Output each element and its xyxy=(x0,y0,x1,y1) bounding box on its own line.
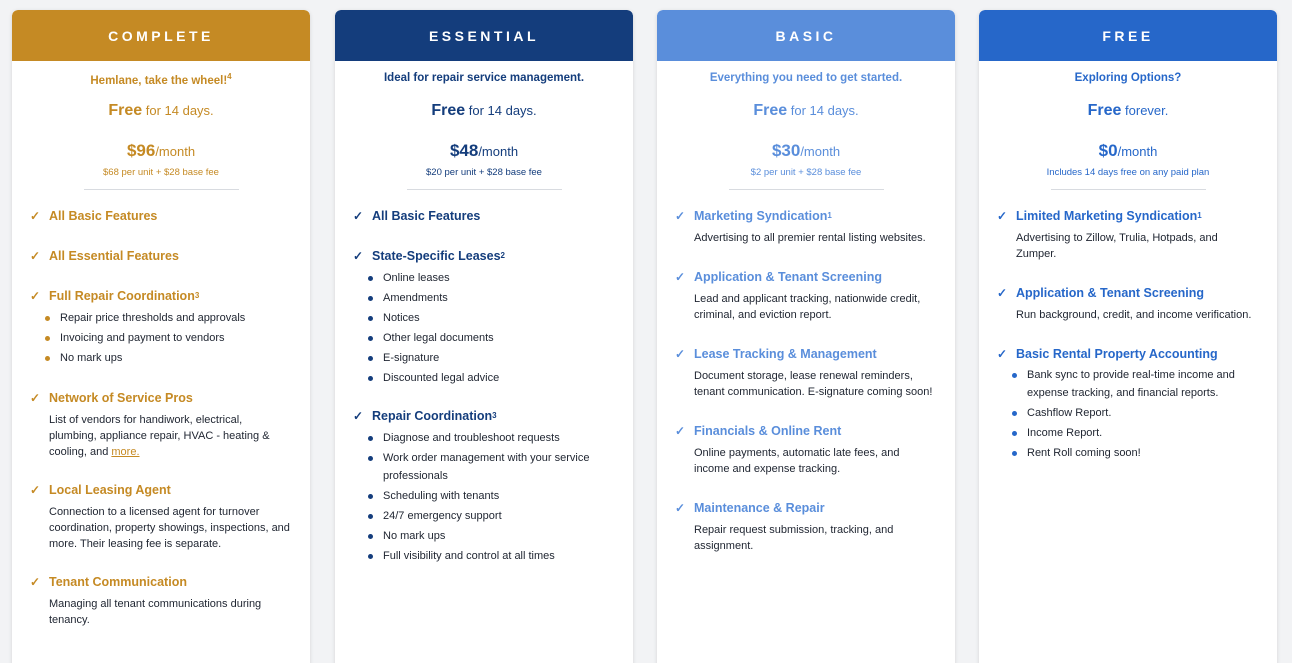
feature-item: ✓ Limited Marketing Syndication 1 Advertising to Zillow, Trulia, Hotpads, and Zumper. xyxy=(997,208,1259,262)
check-icon: ✓ xyxy=(30,209,41,223)
list-item: Bank sync to provide real-time income and expense tracking, and financial reports. xyxy=(1009,366,1259,402)
list-item: Diagnose and troubleshoot requests xyxy=(365,428,615,448)
plan-tagline: Ideal for repair service management. xyxy=(383,72,585,84)
list-item: Other legal documents xyxy=(365,328,615,348)
list-item: E-signature xyxy=(365,348,615,368)
feature-item: ✓ Maintenance & Repair Repair request submission, tracking, and assignment. xyxy=(675,500,937,554)
feature-item: ✓ All Basic Features xyxy=(353,209,481,223)
check-icon: ✓ xyxy=(675,270,686,284)
check-icon: ✓ xyxy=(30,391,41,405)
check-icon: ✓ xyxy=(30,249,41,263)
feature-item: ✓ Financials & Online Rent Online payments, automatic late fees, and income and expense tracking. xyxy=(675,423,937,477)
free-trial-line: Free forever. xyxy=(1087,102,1169,119)
feature-bullets xyxy=(997,366,1259,462)
list-item: Invoicing and payment to vendors xyxy=(42,328,292,348)
free-trial-line: Free for 14 days. xyxy=(108,102,214,119)
feature-item: ✓ Local Leasing Agent Connection to a licensed agent for turnover coordination, property showings, inspections, and more. Their leasing fee is separate. xyxy=(30,482,292,552)
check-icon: ✓ xyxy=(675,209,686,223)
plan-header xyxy=(979,10,1277,61)
plan-header xyxy=(657,10,955,61)
plan-header xyxy=(335,10,633,61)
fee-note: $2 per unit + $28 base fee xyxy=(750,167,862,178)
plan-card-basic xyxy=(657,10,955,663)
feature-description: Online payments, automatic late fees, and income and expense tracking. xyxy=(694,447,900,475)
check-icon: ✓ xyxy=(353,409,364,423)
plan-name: ESSENTIAL xyxy=(428,27,540,44)
feature-description: Lead and applicant tracking, nationwide credit, criminal, and eviction report. xyxy=(694,293,921,321)
plan-name: BASIC xyxy=(775,27,837,44)
plan-name: FREE xyxy=(1102,27,1154,44)
check-icon: ✓ xyxy=(353,249,364,263)
list-item: Discounted legal advice xyxy=(365,368,615,388)
feature-item: ✓ Full Repair Coordination 3 Repair price thresholds and approvals Invoicing and payment to vendors No mark ups xyxy=(30,288,292,368)
check-icon: ✓ xyxy=(675,501,686,515)
plan-tagline: Hemlane, take the wheel!$^4$ xyxy=(90,72,232,87)
feature-item: ✓ All Essential Features xyxy=(30,249,179,263)
more-link[interactable]: more. xyxy=(111,446,140,458)
list-item: Rent Roll coming soon! xyxy=(1009,444,1259,462)
feature-item: ✓ Application & Tenant Screening Run background, credit, and income verification. xyxy=(997,285,1259,323)
check-icon: ✓ xyxy=(675,424,686,438)
list-item: Cashflow Report. xyxy=(1009,404,1259,422)
plan-card-free xyxy=(979,10,1277,663)
feature-description: Advertising to Zillow, Trulia, Hotpads, and Zumper. xyxy=(1016,232,1218,260)
feature-description: Run background, credit, and income verification. xyxy=(1016,309,1252,321)
feature-item: ✓ All Basic Features xyxy=(30,209,158,223)
check-icon: ✓ xyxy=(30,483,41,497)
feature-item: ✓ Application & Tenant Screening Lead and applicant tracking, nationwide credit, criminal, and eviction report. xyxy=(675,269,937,323)
check-icon: ✓ xyxy=(997,209,1008,223)
list-item: Online leases xyxy=(365,268,615,288)
plan-card-complete xyxy=(12,10,310,663)
free-trial-line: Free for 14 days. xyxy=(753,102,859,119)
feature-bullets xyxy=(353,268,615,388)
feature-description: List of vendors for handiwork, electrical, plumbing, appliance repair, HVAC - heating & cooling, and more. xyxy=(49,414,270,458)
feature-item: ✓ Repair Coordination 3 Diagnose and troubleshoot requests Work order management with your service professionals Scheduling with tenants 24/7 emergency support No mark ups Full visibility and control at all times xyxy=(353,408,615,566)
list-item: Notices xyxy=(365,308,615,328)
check-icon: ✓ xyxy=(675,347,686,361)
feature-bullets xyxy=(30,308,292,368)
plan-tagline: Everything you need to get started. xyxy=(709,72,903,84)
check-icon: ✓ xyxy=(997,286,1008,300)
list-item: Full visibility and control at all times xyxy=(365,546,615,566)
list-item: No mark ups xyxy=(365,526,615,546)
feature-item: ✓ Lease Tracking & Management Document storage, lease renewal reminders, tenant communication. E-signature coming soon! xyxy=(675,346,937,400)
check-icon: ✓ xyxy=(30,289,41,303)
feature-description: Connection to a licensed agent for turnover coordination, property showings, inspections, and more. Their leasing fee is separate. xyxy=(49,506,290,550)
fee-note: $20 per unit + $28 base fee xyxy=(426,167,542,178)
plan-price: $30/month xyxy=(771,141,841,160)
feature-description: Repair request submission, tracking, and assignment. xyxy=(694,524,894,552)
feature-item: ✓ Network of Service Pros List of vendors for handiwork, electrical, plumbing, appliance repair, HVAC - heating & cooling, and more. xyxy=(30,390,292,460)
plan-card-essential xyxy=(335,10,633,663)
free-trial-line: Free for 14 days. xyxy=(431,102,537,119)
feature-description: Advertising to all premier rental listing websites. xyxy=(694,232,926,244)
feature-description: Document storage, lease renewal reminders, tenant communication. E-signature coming soon! xyxy=(694,370,933,398)
fee-note: $68 per unit + $28 base fee xyxy=(103,167,219,178)
fee-note: Includes 14 days free on any paid plan xyxy=(1046,167,1210,178)
list-item: Amendments xyxy=(365,288,615,308)
feature-item: ✓ Marketing Syndication 1 Advertising to all premier rental listing websites. xyxy=(675,208,937,246)
check-icon: ✓ xyxy=(997,347,1008,361)
feature-item: ✓ Tenant Communication Managing all tenant communications during tenancy. xyxy=(30,574,292,628)
feature-item: ✓ State-Specific Leases 2 Online leases Amendments Notices Other legal documents E-signature Discounted legal advice xyxy=(353,248,615,388)
list-item: 24/7 emergency support xyxy=(365,506,615,526)
plan-price: $48/month xyxy=(449,141,519,160)
feature-item: ✓ Basic Rental Property Accounting Bank sync to provide real-time income and expense tracking, and financial reports. Cashflow Report. Income Report. Rent Roll coming soon! xyxy=(997,346,1259,462)
check-icon: ✓ xyxy=(30,575,41,589)
plan-price: $96/month xyxy=(126,141,196,160)
check-icon: ✓ xyxy=(353,209,364,223)
plan-price: $0/month xyxy=(1098,141,1158,160)
plan-name: COMPLETE xyxy=(108,27,214,44)
feature-description: Managing all tenant communications during tenancy. xyxy=(49,598,262,626)
list-item: Scheduling with tenants xyxy=(365,486,615,506)
list-item: Work order management with your service professionals xyxy=(365,448,615,486)
plan-header xyxy=(12,10,310,61)
list-item: Income Report. xyxy=(1009,424,1259,442)
list-item: No mark ups xyxy=(42,348,292,368)
plan-tagline: Exploring Options? xyxy=(1074,72,1182,84)
feature-bullets xyxy=(353,428,615,566)
list-item: Repair price thresholds and approvals xyxy=(42,308,292,328)
